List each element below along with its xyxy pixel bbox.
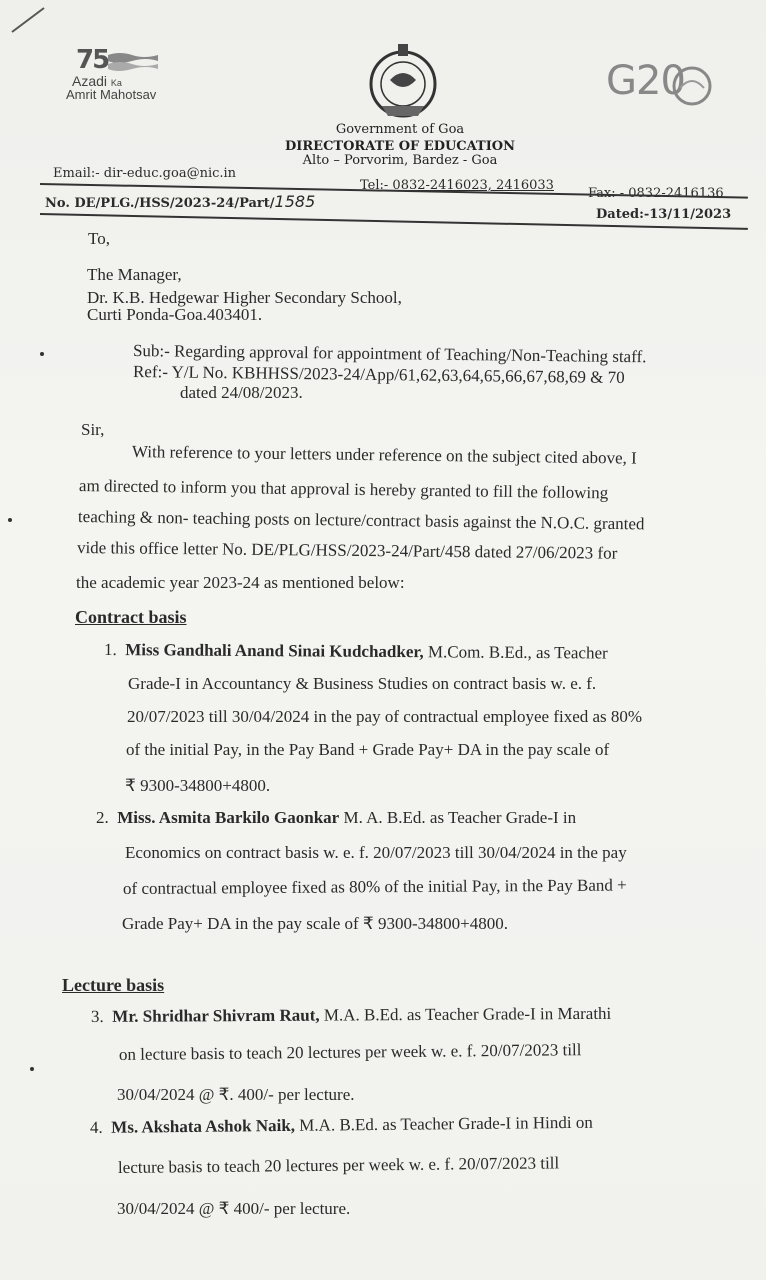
margin-dot-2 xyxy=(8,518,12,522)
addressee-title: The Manager, xyxy=(87,265,182,284)
addressee-address: Curti Ponda-Goa.403401. xyxy=(87,305,263,324)
lecture-basis-heading: Lecture basis xyxy=(62,975,165,995)
item-1-line-1: 1. Miss Gandhali Anand Sinai Kudchadker, M.Com. B.Ed., as Teacher xyxy=(103,640,608,663)
intro-line-2: am directed to inform you that approval is hereby granted to fill the following xyxy=(78,476,609,503)
emblem-icon xyxy=(360,40,446,122)
item-2-line-3: of contractual employee fixed as 80% of the initial Pay, in the Pay Band + xyxy=(122,875,627,898)
fax-line: Fax: - 0832-2416136 xyxy=(588,186,724,201)
goa-emblem-logo xyxy=(360,40,446,122)
intro-line-5: the academic year 2023-24 as mentioned below: xyxy=(76,573,405,592)
addressee-school: Dr. K.B. Hedgewar Higher Secondary School, xyxy=(87,288,402,307)
reference-line: Ref:- Y/L No. KBHHSS/2023-24/App/61,62,63,64,65,66,67,68,69 & 70 xyxy=(132,362,625,388)
item-1-line-2: Grade-I in Accountancy & Business Studies on contract basis w. e. f. xyxy=(128,674,597,693)
margin-dot xyxy=(40,352,44,356)
item-1-line-3: 20/07/2023 till 30/04/2024 in the pay of contractual employee fixed as 80% xyxy=(127,707,643,726)
item-2-name: Miss. Asmita Barkilo Gaonkar xyxy=(117,808,340,827)
letter-number: No. DE/PLG./HSS/2023-24/Part/1585 xyxy=(45,192,316,211)
pen-mark-icon xyxy=(8,4,48,36)
item-3-line-3: 30/04/2024 @ ₹. 400/- per lecture. xyxy=(117,1085,355,1104)
subject-line: Sub:- Regarding approval for appointment of Teaching/Non-Teaching staff. xyxy=(132,341,647,367)
item-1-name: Miss Gandhali Anand Sinai Kudchadker, xyxy=(125,640,424,662)
item-3-line-1: 3. Mr. Shridhar Shivram Raut, M.A. B.Ed. as Teacher Grade-I in Marathi xyxy=(90,1003,612,1026)
lotus-globe-icon xyxy=(670,64,714,108)
item-2-line-2: Economics on contract basis w. e. f. 20/07/2023 till 30/04/2024 in the pay xyxy=(125,843,627,862)
flag-icon xyxy=(106,51,160,73)
email-line: Email:- dir-educ.goa@nic.in xyxy=(53,166,237,181)
intro-line-3: teaching & non- teaching posts on lecture/contract basis against the N.O.C. granted xyxy=(77,507,645,534)
item-2-line-4: Grade Pay+ DA in the pay scale of ₹ 9300-34800+4800. xyxy=(122,914,508,933)
item-4-line-3: 30/04/2024 @ ₹ 400/- per lecture. xyxy=(117,1199,351,1218)
g20-text: G20 xyxy=(606,58,685,104)
item-1-line-5: ₹ 9300-34800+4800. xyxy=(125,776,271,795)
intro-line-1: With reference to your letters under reference on the subject cited above, I xyxy=(131,442,637,468)
handwritten-number: 1585 xyxy=(274,192,316,211)
intro-line-4: vide this office letter No. DE/PLG/HSS/2023-24/Part/458 dated 27/06/2023 for xyxy=(76,538,618,563)
margin-dot-3 xyxy=(30,1067,34,1071)
telephone-line: Tel:- 0832-2416023, 2416033 xyxy=(360,178,554,193)
salutation: Sir, xyxy=(81,420,105,439)
item-2-line-1: 2. Miss. Asmita Barkilo Gaonkar M. A. B.Ed. as Teacher Grade-I in xyxy=(96,808,577,827)
directorate-address: Alto – Porvorim, Bardez - Goa xyxy=(302,153,498,168)
directorate-title: DIRECTORATE OF EDUCATION xyxy=(285,139,515,154)
contract-basis-heading: Contract basis xyxy=(75,607,187,627)
item-1-line-4: of the initial Pay, in the Pay Band + Grade Pay+ DA in the pay scale of xyxy=(126,740,610,759)
letter-date: Dated:-13/11/2023 xyxy=(596,207,732,222)
item-3-line-2: on lecture basis to teach 20 lectures per week w. e. f. 20/07/2023 till xyxy=(118,1040,582,1064)
item-4-line-2: lecture basis to teach 20 lectures per week w. e. f. 20/07/2023 till xyxy=(117,1153,560,1177)
azadi-ka-amrit-mahotsav-logo: 75 Azadi Ka Amrit Mahotsav xyxy=(66,45,186,105)
government-title: Government of Goa xyxy=(335,122,465,137)
g20-logo xyxy=(606,58,716,118)
to-line: To, xyxy=(88,229,110,248)
item-3-name: Mr. Shridhar Shivram Raut, xyxy=(112,1005,320,1026)
reference-date: dated 24/08/2023. xyxy=(180,383,303,402)
item-4-line-1: 4. Ms. Akshata Ashok Naik, M.A. B.Ed. as Teacher Grade-I in Hindi on xyxy=(89,1112,593,1137)
amrit-mahotsav-text: Amrit Mahotsav xyxy=(66,87,157,102)
item-4-name: Ms. Akshata Ashok Naik, xyxy=(111,1115,296,1137)
azadi-text: Azadi Ka xyxy=(72,73,122,89)
